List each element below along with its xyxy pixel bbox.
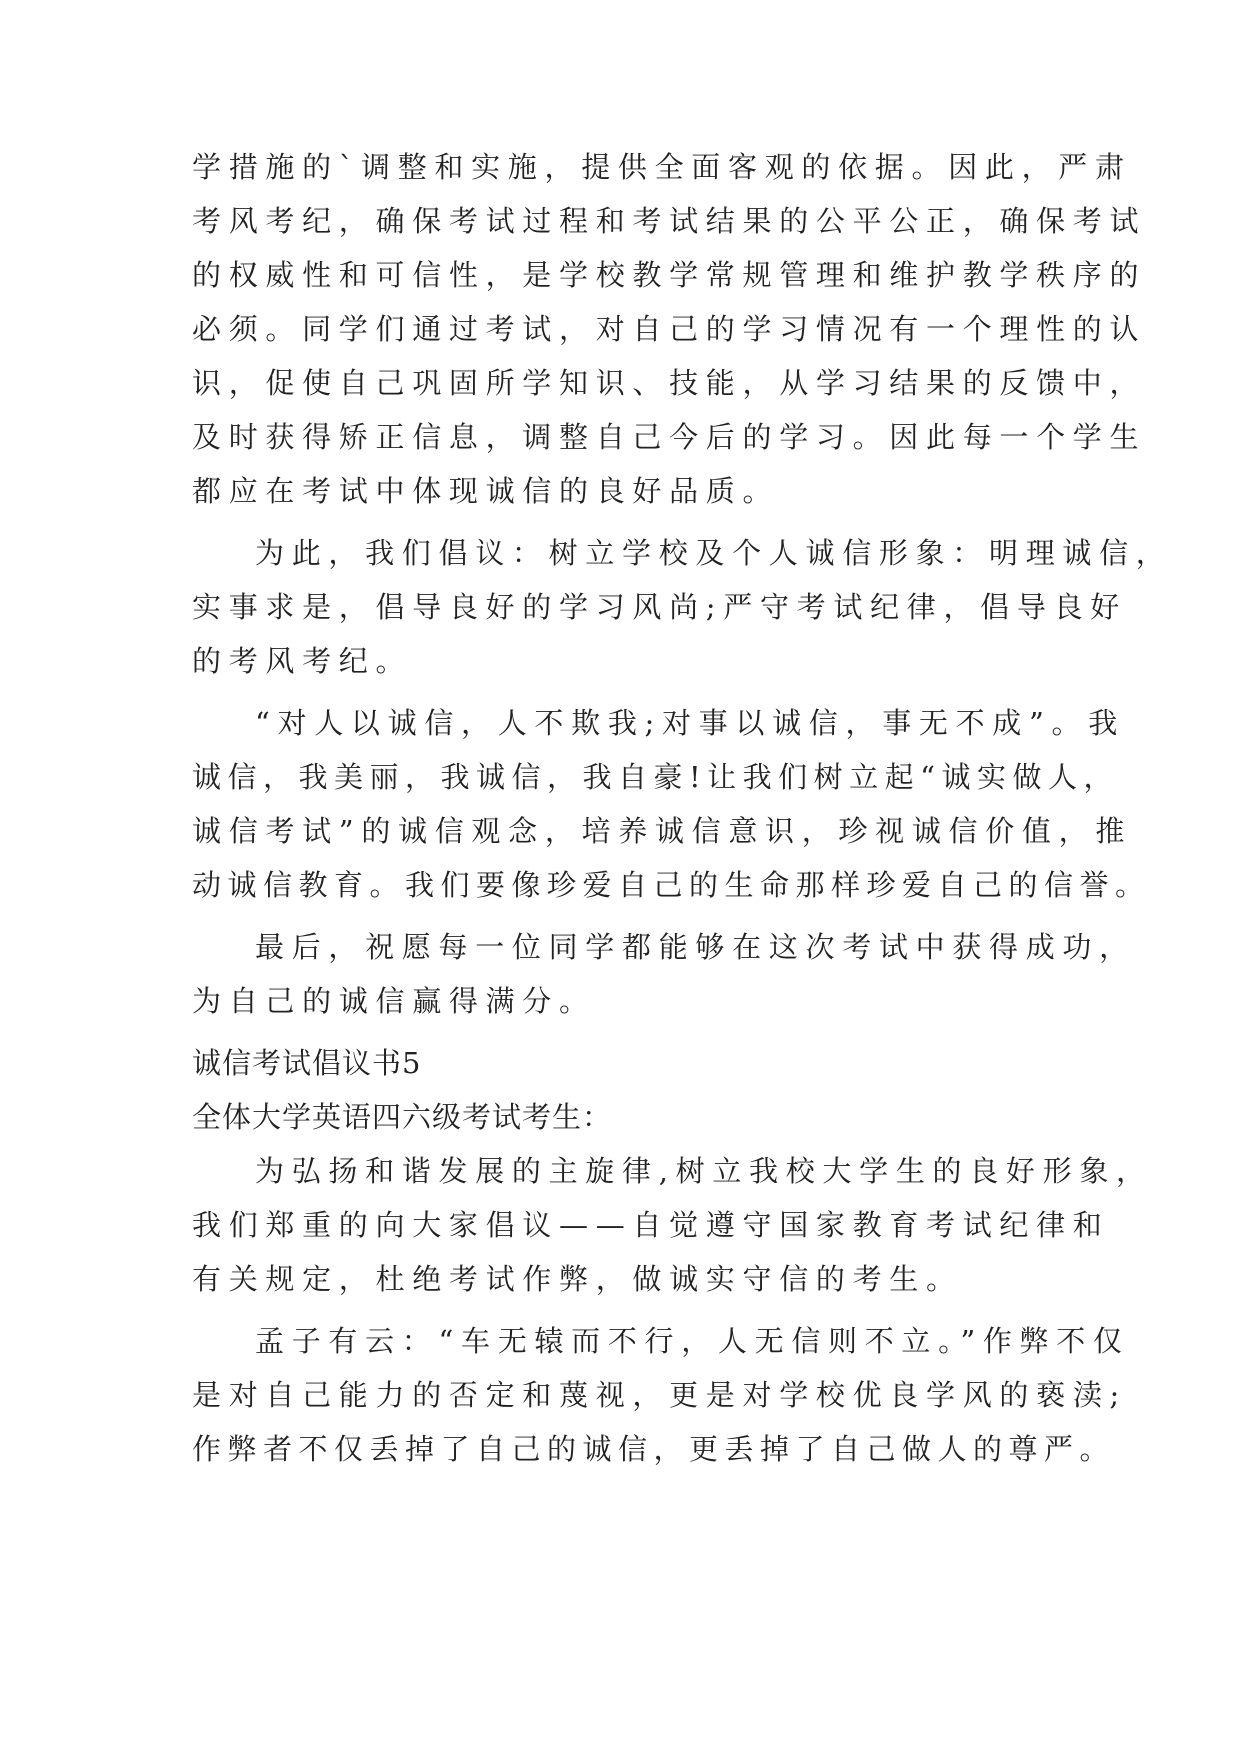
text-line: 必须。同学们通过考试，对自己的学习情况有一个理性的认 <box>192 312 1147 346</box>
text-line: 动诚信教育。我们要像珍爱自己的生命那样珍爱自己的信誉。 <box>192 868 1151 902</box>
text-line: 为弘扬和谐发展的主旋律,树立我校大学生的良好形象， <box>255 1154 1153 1188</box>
text-line: 实事求是，倡导良好的学习风尚;严守考试纪律，倡导良好 <box>192 590 1127 624</box>
text-line: 最后，祝愿每一位同学都能够在这次考试中获得成功， <box>255 930 1136 964</box>
salutation: 全体大学英语四六级考试考生： <box>192 1100 613 1134</box>
text-line: 考风考纪，确保考试过程和考试结果的公平公正，确保考试 <box>192 204 1147 238</box>
text-line: “对人以诚信，人不欺我;对事以诚信，事无不成”。我 <box>255 706 1125 740</box>
text-line: 为此，我们倡议：树立学校及个人诚信形象：明理诚信， <box>255 536 1173 570</box>
text-line: 诚信考试”的诚信观念，培养诚信意识，珍视诚信价值，推 <box>192 814 1133 848</box>
text-line: 的权威性和可信性，是学校教学常规管理和维护教学秩序的 <box>192 258 1147 292</box>
text-line: 为自己的诚信赢得满分。 <box>192 984 596 1018</box>
text-line: 作弊者不仅丢掉了自己的诚信，更丢掉了自己做人的尊严。 <box>192 1432 1116 1466</box>
text-line: 有关规定，杜绝考试作弊，做诚实守信的考生。 <box>192 1262 963 1296</box>
text-line: 诚信，我美丽，我诚信，我自豪!让我们树立起“诚实做人， <box>192 760 1119 794</box>
section-heading: 诚信考试倡议书5 <box>192 1046 422 1080</box>
text-line: 学措施的`调整和实施，提供全面客观的依据。因此，严肃 <box>192 150 1132 184</box>
text-line: 及时获得矫正信息，调整自己今后的学习。因此每一个学生 <box>192 420 1147 454</box>
text-line: 孟子有云：“车无辕而不行，人无信则不立。”作弊不仅 <box>255 1324 1130 1358</box>
text-line: 的考风考纪。 <box>192 644 413 678</box>
document-body <box>192 140 1173 1476</box>
text-line: 识，促使自己巩固所学知识、技能，从学习结果的反馈中， <box>192 366 1147 400</box>
text-line: 都应在考试中体现诚信的良好品质。 <box>192 474 780 508</box>
text-line: 是对自己能力的否定和蔑视，更是对学校优良学风的亵渎; <box>192 1378 1127 1412</box>
text-line: 我们郑重的向大家倡议——自觉遵守国家教育考试纪律和 <box>192 1208 1110 1242</box>
